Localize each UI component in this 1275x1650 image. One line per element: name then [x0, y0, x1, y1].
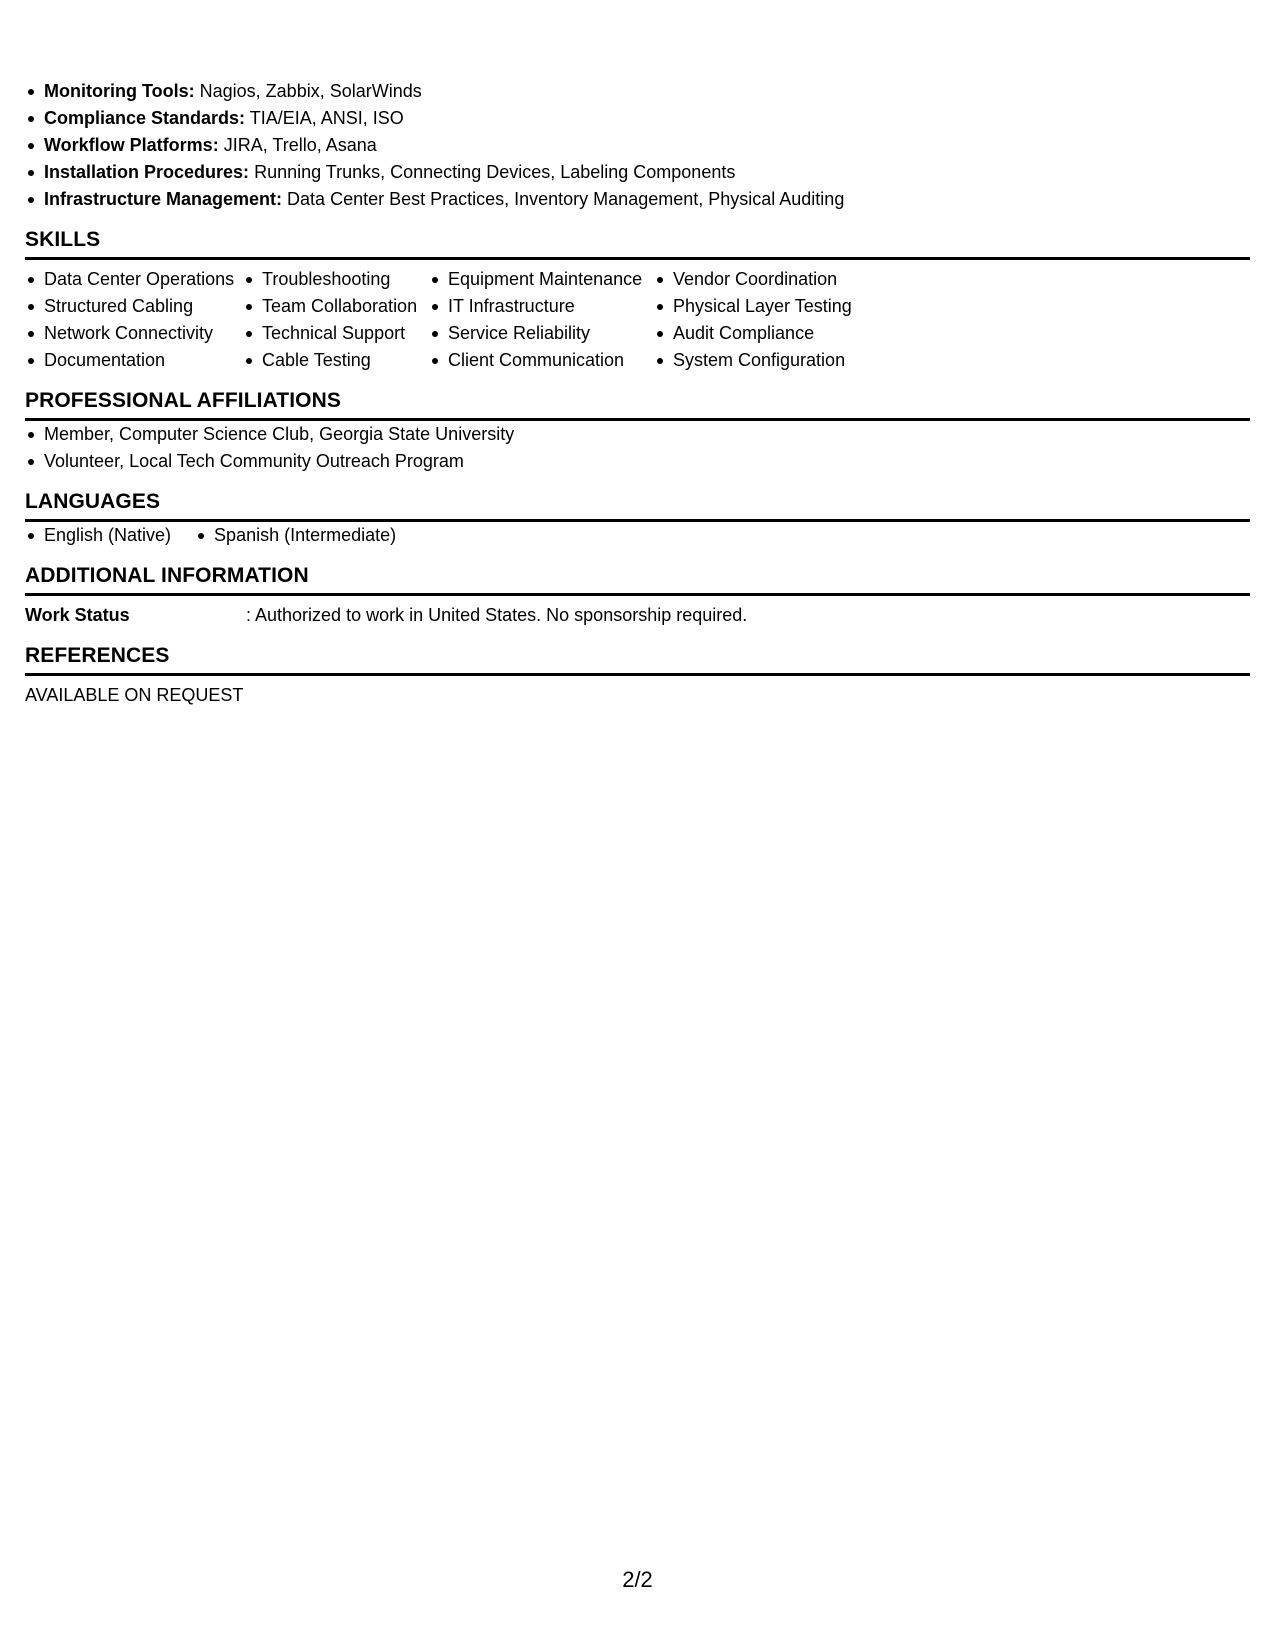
skill-item: Data Center Operations [25, 266, 243, 293]
skill-item: Audit Compliance [654, 320, 874, 347]
tools-list [25, 78, 1250, 213]
skill-item: Structured Cabling [25, 293, 243, 320]
tools-item-infrastructure [25, 186, 1250, 213]
references-section [25, 643, 1250, 709]
tool-label: Monitoring Tools: [44, 81, 195, 101]
additional-info-heading: ADDITIONAL INFORMATION [25, 563, 1250, 596]
skills-column-2 [243, 266, 429, 374]
affiliations-list [25, 421, 1250, 475]
tool-value: Running Trunks, Connecting Devices, Labeling Components [249, 162, 736, 182]
additional-info-section [25, 563, 1250, 629]
skill-item: Team Collaboration [243, 293, 429, 320]
skills-grid [25, 266, 1250, 374]
tools-item-compliance [25, 105, 1250, 132]
skills-section [25, 227, 1250, 374]
tool-label: Compliance Standards: [44, 108, 246, 128]
skills-heading: SKILLS [25, 227, 1250, 260]
page-number: 2/2 [622, 1567, 653, 1592]
language-item: Spanish (Intermediate) [195, 522, 396, 549]
tool-value: JIRA, Trello, Asana [218, 135, 377, 155]
skill-item: IT Infrastructure [429, 293, 654, 320]
skill-item: Physical Layer Testing [654, 293, 874, 320]
affiliation-item: Member, Computer Science Club, Georgia State University [25, 421, 1250, 448]
tool-label: Installation Procedures: [44, 162, 250, 182]
skill-item: Documentation [25, 347, 243, 374]
tool-label: Infrastructure Management: [44, 189, 283, 209]
skill-item: Equipment Maintenance [429, 266, 654, 293]
work-status-row [25, 602, 1250, 629]
languages-section [25, 489, 1250, 549]
skill-item: Vendor Coordination [654, 266, 874, 293]
affiliation-item: Volunteer, Local Tech Community Outreach Program [25, 448, 1250, 475]
languages-heading: LANGUAGES [25, 489, 1250, 522]
tool-label: Workflow Platforms: [44, 135, 219, 155]
skill-item: System Configuration [654, 347, 874, 374]
skills-column-4 [654, 266, 874, 374]
affiliations-heading: PROFESSIONAL AFFILIATIONS [25, 388, 1250, 421]
references-heading: REFERENCES [25, 643, 1250, 676]
references-text: AVAILABLE ON REQUEST [25, 685, 244, 705]
skills-column-3 [429, 266, 654, 374]
tool-value: Data Center Best Practices, Inventory Management, Physical Auditing [282, 189, 845, 209]
tool-value: TIA/EIA, ANSI, ISO [245, 108, 404, 128]
tools-item-monitoring [25, 78, 1250, 105]
work-status-label: Work Status [25, 605, 130, 625]
resume-content [25, 78, 1250, 709]
tools-item-workflow [25, 132, 1250, 159]
skill-item: Cable Testing [243, 347, 429, 374]
skill-item: Client Communication [429, 347, 654, 374]
languages-list [25, 522, 1250, 549]
skill-item: Network Connectivity [25, 320, 243, 347]
skills-column-1 [25, 266, 243, 374]
tools-item-installation [25, 159, 1250, 186]
skill-item: Service Reliability [429, 320, 654, 347]
tool-value: Nagios, Zabbix, SolarWinds [194, 81, 422, 101]
skill-item: Technical Support [243, 320, 429, 347]
language-item: English (Native) [25, 522, 171, 549]
work-status-value: : Authorized to work in United States. No sponsorship required. [246, 605, 748, 625]
skill-item: Troubleshooting [243, 266, 429, 293]
affiliations-section [25, 388, 1250, 475]
